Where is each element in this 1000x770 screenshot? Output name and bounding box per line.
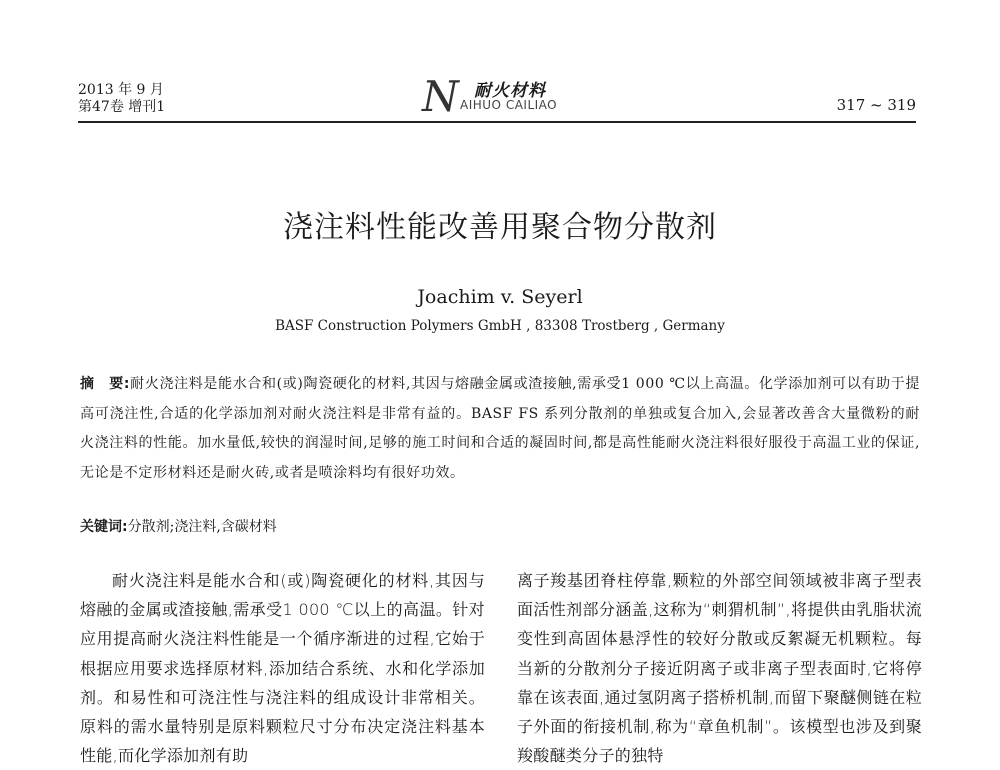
abstract-text: 耐火浇注料是能水合和(或)陶瓷硬化的材料,其因与熔融金属或渣接触,需承受1 000 ℃以上高温。化学添加剂可以有助于提高可浇注性,合适的化学添加剂对耐火浇注料是非常有益的。BASF FS 系列分散剂的单独或复合加入,会显著改善含大量微粉的耐火浇注料的性能。加水量低,较快的润湿时间,足够的施工时间和合适的凝固时间,都是高性能耐火浇注料很好服役于高温工业的保证,无论是不定形材料还是耐火砖,或者是喷涂料均有很好功效。 [80,376,920,481]
keywords [80,517,920,537]
logo-chinese-name: 耐火材料 [474,81,546,101]
header-divider [78,121,916,123]
page-range: 317 ~ 319 [836,96,916,114]
abstract [80,370,920,488]
keywords-text: 分散剂;浇注料,含碳材料 [127,519,277,535]
logo-english-name: AIHUO CAILIAO [460,98,558,112]
keywords-label: 关键词: [80,519,128,535]
issue-volume: 第47卷 增刊1 [78,99,166,115]
article-author: Joachim v. Seyerl [417,286,583,308]
issue-date: 2013 年 9 月 [78,82,164,98]
abstract-label: 摘 要: [80,376,131,392]
body-column-right: 离子羧基团脊柱停靠,颗粒的外部空间领域被非离子型表面活性剂部分涵盖,这称为“刺猬机制”,将提供由乳脂状流变性到高固体悬浮性的较好分散或反絮凝无机颗粒。每当新的分散剂分子接近阴离子或非离子型表面时,它将停靠在该表面,通过氢阴离子搭桥机制,而留下聚醚侧链在粒子外面的衔接机制,称为“章鱼机制”。该模型也涉及到聚羧酸醚类分子的独特 [517,571,922,766]
logo-letter: N [422,72,459,121]
article-title: 浇注料性能改善用聚合物分散剂 [283,210,717,245]
journal-issue-info [78,82,165,116]
author-affiliation: BASF Construction Polymers GmbH , 83308 Trostberg , Germany [275,318,725,334]
journal-logo [422,74,582,120]
body-column-left: 耐火浇注料是能水合和(或)陶瓷硬化的材料,其因与熔融的金属或渣接触,需承受1 000 ℃以上的高温。针对应用提高耐火浇注料性能是一个循序渐进的过程,它始于根据应用要求选择原材料,添加结合系统、水和化学添加剂。和易性和可浇注性与浇注料的组成设计非常相关。原料的需水量特别是原料颗粒尺寸分布决定浇注料基本性能,而化学添加剂有助 [80,571,485,766]
